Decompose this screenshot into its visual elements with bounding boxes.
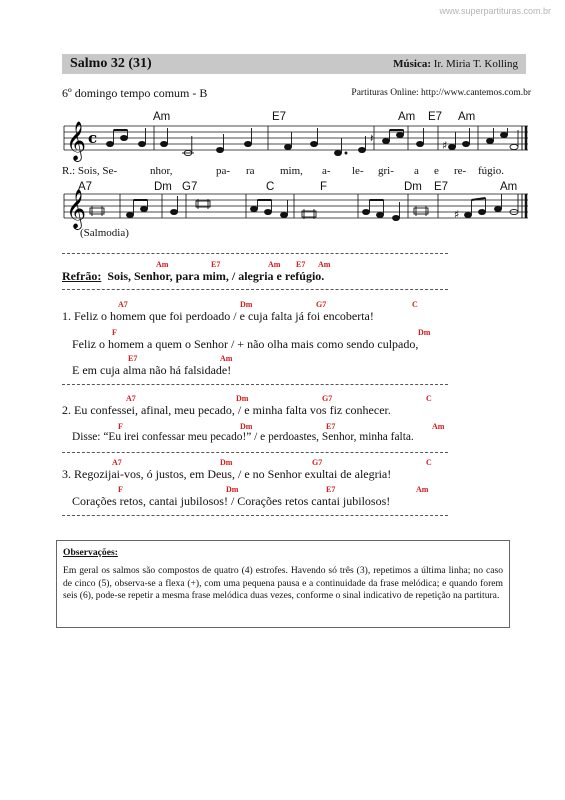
- composer-label: Música:: [393, 58, 432, 70]
- verse-text: Disse: “Eu irei confessar meu pecado!” / e perdoastes, Senhor, minha falta.: [72, 431, 414, 443]
- svg-text:𝄽: 𝄽: [370, 132, 374, 145]
- verse-line: [72, 485, 429, 509]
- refrain-label: Refrão:: [62, 269, 102, 283]
- refrain-line: [62, 260, 331, 284]
- chord: Dm: [220, 458, 233, 467]
- chord: G7: [322, 394, 333, 403]
- verse-line: [72, 422, 445, 443]
- music-staff-2: [58, 178, 532, 248]
- divider: [62, 384, 448, 385]
- staff1-chord: E7: [428, 111, 443, 123]
- staff1-lyric: mim,: [280, 165, 303, 177]
- salmodia-label: (Salmodia): [80, 227, 129, 239]
- staff2-chord: C: [266, 181, 275, 193]
- psalm-title: Salmo 32 (31): [70, 56, 152, 71]
- occasion: 6º domingo tempo comum - B: [62, 86, 208, 100]
- chord: C: [426, 458, 432, 467]
- staff2-chord: F: [320, 181, 328, 193]
- chord: C: [412, 300, 418, 309]
- staff2-chord: Dm: [404, 181, 422, 193]
- staff1-chord: Am: [153, 111, 171, 123]
- chord: Dm: [240, 422, 253, 431]
- refrain-text: Sois, Senhor, para mim, / alegria e refúgio.: [107, 269, 325, 283]
- svg-text:♯: ♯: [454, 208, 460, 221]
- chord: A7: [112, 458, 122, 467]
- svg-text:♯: ♯: [442, 139, 448, 152]
- title-bar: [62, 54, 526, 74]
- observations-text: Em geral os salmos são compostos de quatro (4) estrofes. Havendo só três (3), repetimos a última linha; no caso de cinco (5), observa-se a flexa (+), com uma pequena pausa e a continuidade da frase melódica; e quando forem seis (6), pode-se repetir a mesma frase melódica duas vezes, conforme o sinal indicativo de repetição na partitura.: [63, 565, 503, 602]
- verse-line: [72, 328, 431, 352]
- composer-name: Ir. Miria T. Kolling: [433, 58, 518, 70]
- chord: A7: [118, 300, 128, 309]
- staff1-lyric: ra: [246, 165, 255, 177]
- verse-text: 2. Eu confessei, afinal, meu pecado, / e minha falta vos fiz conhecer.: [62, 403, 391, 417]
- verse-line: [62, 300, 418, 324]
- staff1-lyric: re-: [454, 165, 467, 177]
- chord: Am: [156, 260, 169, 269]
- chord: G7: [316, 300, 327, 309]
- staff1-lyric: fúgio.: [478, 165, 504, 177]
- staff1-lyric: nhor,: [150, 165, 173, 177]
- verse-line: [72, 354, 233, 378]
- staff1-lyric: a-: [322, 165, 331, 177]
- verse-text: Feliz o homem a quem o Senhor / + não olha mais como sendo culpado,: [72, 337, 419, 351]
- staff1-lyric: a: [414, 165, 419, 177]
- verse-line: [62, 394, 432, 418]
- staff1-lyric: pa-: [216, 165, 231, 177]
- chord: F: [118, 422, 123, 431]
- divider: [62, 253, 448, 254]
- chord: E7: [326, 485, 336, 494]
- chord: Am: [220, 354, 233, 363]
- chord: E7: [326, 422, 336, 431]
- treble-clef-icon: 𝄞: [66, 121, 87, 161]
- verse-line: [62, 458, 432, 482]
- staff1-chord: Am: [458, 111, 476, 123]
- divider: [62, 452, 448, 453]
- music-staff-1: [58, 106, 532, 182]
- staff1-chord: E7: [272, 111, 287, 123]
- verse-text: Corações retos, cantai jubilosos! / Corações retos cantai jubilosos!: [72, 494, 391, 508]
- divider: [62, 289, 448, 290]
- treble-clef-icon: 𝄞: [66, 189, 87, 229]
- staff2-chord: Dm: [154, 181, 172, 193]
- staff1-lyric: R.: Sois, Se-: [62, 165, 118, 177]
- chord: E7: [296, 260, 306, 269]
- divider: [62, 515, 448, 516]
- staff1-lyric: gri-: [378, 165, 394, 177]
- chord: E7: [128, 354, 138, 363]
- staff2-chord: Am: [500, 181, 518, 193]
- chord: Am: [416, 485, 429, 494]
- watermark: www.superpartituras.com.br: [439, 6, 551, 16]
- staff1-lyric: le-: [352, 165, 364, 177]
- chord: C: [426, 394, 432, 403]
- verse-text: E em cuja alma não há falsidade!: [72, 363, 232, 377]
- chord: F: [118, 485, 123, 494]
- chord: Am: [318, 260, 331, 269]
- chord: Dm: [418, 328, 431, 337]
- chord: Am: [268, 260, 281, 269]
- staff1-lyric: e: [434, 165, 439, 177]
- chord: G7: [312, 458, 323, 467]
- staff1-chord: Am: [398, 111, 416, 123]
- chord: Am: [432, 422, 445, 431]
- svg-text:c: c: [88, 129, 98, 147]
- staff2-chord: G7: [182, 181, 198, 193]
- observations-box: [56, 540, 510, 628]
- staff2-chord: E7: [434, 181, 449, 193]
- chord: A7: [126, 394, 136, 403]
- chord: Dm: [226, 485, 239, 494]
- chord: Dm: [236, 394, 249, 403]
- chord: F: [112, 328, 117, 337]
- staff2-chord: A7: [78, 181, 93, 193]
- verse-text: 1. Feliz o homem que foi perdoado / e cuja falta já foi encoberta!: [62, 309, 374, 323]
- online-link[interactable]: Partituras Online: http://www.cantemos.com.br: [351, 88, 531, 98]
- composer-credit: [393, 58, 518, 70]
- observations-heading: Observações:: [63, 547, 118, 558]
- chord: Dm: [240, 300, 253, 309]
- chord: E7: [211, 260, 221, 269]
- verse-text: 3. Regozijai-vos, ó justos, em Deus, / e no Senhor exultai de alegria!: [62, 467, 392, 481]
